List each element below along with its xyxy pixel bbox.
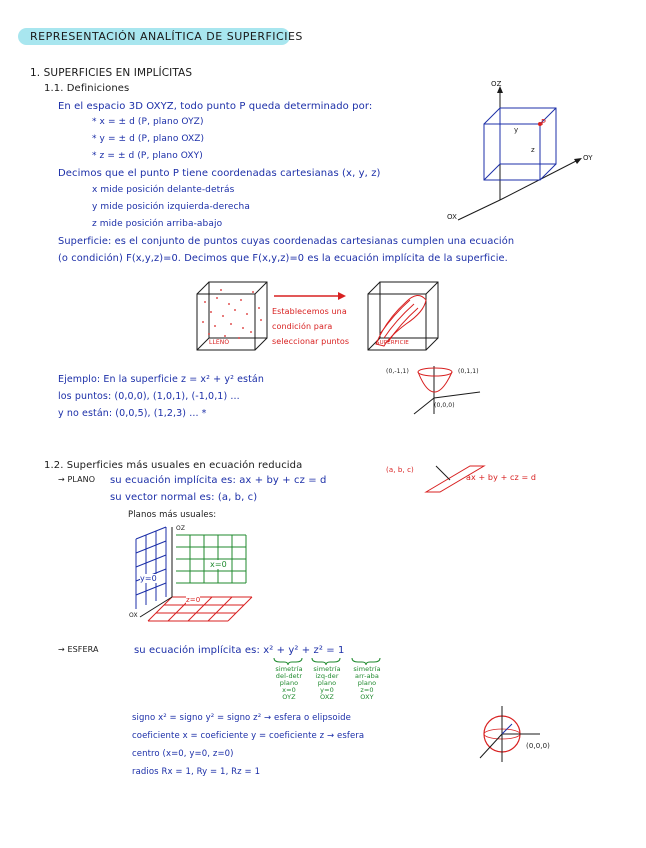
planos-usuales: Planos más usuales: — [128, 510, 217, 520]
cube-label-y: y — [514, 126, 519, 134]
parab-label-left: (0,-1,1) — [386, 368, 409, 375]
plane-label-z0: z=0 — [186, 596, 201, 604]
intro-text: En el espacio 3D OXYZ, todo punto P queda determinado por: — [58, 101, 373, 112]
cube-label-p: P — [541, 118, 546, 127]
decimos-text: Decimos que el punto P tiene coordenadas cartesianas (x, y, z) — [58, 168, 381, 179]
superficie-label: SUPERFICIE — [376, 340, 409, 346]
parab-label-right: (0,1,1) — [458, 368, 479, 375]
plano-equation: su ecuación implícita es: ax + by + cz = d — [110, 475, 327, 486]
ejemplo-line-1: Ejemplo: En la superficie z = x² + y² están — [58, 374, 264, 385]
meaning-y: y mide posición izquierda-derecha — [92, 202, 250, 212]
symmetry-y: simetría izq-der plano y=0 OXZ — [313, 665, 341, 701]
parab-label-origin: (0,0,0) — [434, 402, 455, 409]
coord-y: * y = ± d (P, plano OXZ) — [92, 134, 205, 144]
inclined-plane-diagram — [420, 462, 490, 504]
superficie-def-1: Superficie: es el conjunto de puntos cuyas coordenadas cartesianas cumplen una ecuación — [58, 236, 515, 247]
grid-label-oz: OZ — [176, 525, 186, 532]
section-1-heading: 1. SUPERFICIES EN IMPLÍCITAS — [30, 67, 193, 79]
meaning-x: x mide posición delante-detrás — [92, 185, 235, 195]
symmetry-braces — [272, 657, 402, 665]
axis-label-ox: OX — [447, 213, 458, 221]
ejemplo-line-2: los puntos: (0,0,0), (1,0,1), (-1,0,1) ... — [58, 391, 240, 402]
bullet-1: signo x² = signo y² = signo z² → esfera o elipsoide — [132, 713, 351, 723]
superficie-def-2: (o condición) F(x,y,z)=0. Decimos que F(x,y,z)=0 es la ecuación implícita de la superficie. — [58, 253, 508, 264]
esfera-equation: su ecuación implícita es: x² + y² + z² = 1 — [134, 645, 345, 656]
ejemplo-line-3: y no están: (0,0,5), (1,2,3) ... * — [58, 408, 207, 419]
plane-eq-label: ax + by + cz = d — [466, 473, 537, 482]
lleno-label: LLENO — [209, 339, 230, 346]
subsection-1-1-heading: 1.1. Definiciones — [44, 83, 130, 94]
plane-label-x0: x=0 — [210, 560, 227, 569]
page-title: REPRESENTACIÓN ANALÍTICA DE SUPERFICIES — [30, 30, 303, 43]
coordinate-cube-diagram — [440, 80, 620, 230]
esfera-label: → ESFERA — [58, 645, 99, 654]
plane-label-y0: y=0 — [140, 574, 157, 583]
subsection-1-2-heading: 1.2. Superficies más usuales en ecuación reducida — [44, 460, 303, 471]
coord-x: * x = ± d (P, plano OYZ) — [92, 117, 204, 127]
coord-z: * z = ± d (P, plano OXY) — [92, 151, 203, 161]
grid-label-ox: OX — [129, 612, 138, 619]
filled-cube-diagram — [195, 280, 275, 352]
symmetry-x: simetría del-detr plano x=0 OYZ — [275, 665, 303, 701]
condition-line-2: condición para — [272, 322, 333, 331]
condition-line-3: seleccionar puntos — [272, 337, 350, 346]
bullet-3: centro (x=0, y=0, z=0) — [132, 749, 234, 759]
normal-vector-label: (a, b, c) — [386, 466, 414, 474]
plano-label: → PLANO — [58, 475, 96, 484]
cube-label-z: z — [531, 146, 535, 154]
plano-normal: su vector normal es: (a, b, c) — [110, 492, 258, 503]
condition-line-1: Establecemos una — [272, 307, 347, 316]
axis-label-oz: OZ — [491, 80, 502, 88]
bullet-2: coeficiente x = coeficiente y = coeficiente z → esfera — [132, 731, 365, 741]
symmetry-z: simetría arr-aba plano z=0 OXY — [353, 665, 381, 701]
bullet-4: radios Rx = 1, Ry = 1, Rz = 1 — [132, 767, 261, 777]
sphere-diagram — [474, 704, 544, 768]
meaning-z: z mide posición arriba-abajo — [92, 219, 223, 229]
sphere-origin-label: (0,0,0) — [526, 742, 550, 750]
transform-arrow — [272, 290, 352, 302]
axis-label-oy: OY — [583, 154, 593, 162]
